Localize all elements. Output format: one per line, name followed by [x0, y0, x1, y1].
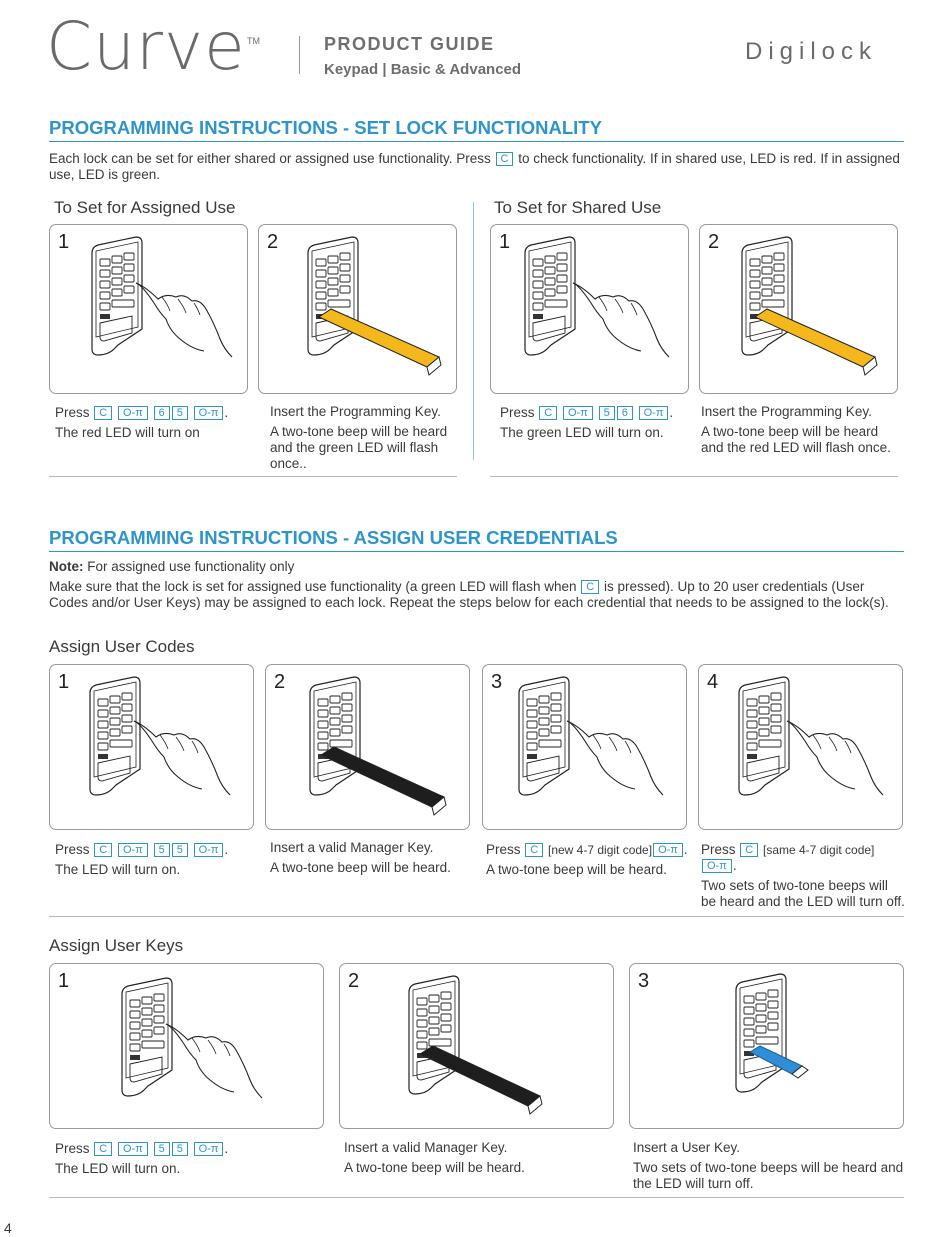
shared-step1-caption: Press C O-π 5 6 O-π . The green LED will turn on. [500, 405, 695, 445]
assign-user-codes-title: Assign User Codes [49, 637, 195, 656]
section-title-set-lock: PROGRAMMING INSTRUCTIONS - SET LOCK FUNCTIONALITY [49, 117, 904, 142]
press-label: Press [500, 405, 535, 420]
new-code-label: [new 4-7 digit code] [548, 843, 653, 857]
keys-step1-caption: Press C O-π 5 5 O-π . The LED will turn on. [55, 1141, 320, 1181]
keypad-press-illustration [483, 665, 687, 830]
key-c-icon: C [740, 843, 758, 857]
header-divider [299, 36, 300, 74]
step-number: 1 [58, 231, 70, 253]
codes-step2-line1: Insert a valid Manager Key. [270, 840, 434, 855]
assigned-step2-line1: Insert the Programming Key. [270, 404, 441, 419]
programming-key-illustration [259, 225, 457, 394]
codes-step1-caption: Press C O-π 5 5 O-π . The LED will turn on. [55, 842, 255, 882]
codes-step1-card [49, 664, 254, 830]
step-number: 1 [499, 231, 511, 253]
assigned-step1-result: The red LED will turn on [55, 425, 200, 440]
key-5-icon: 5 [599, 406, 615, 420]
key-6-icon: 6 [154, 406, 170, 420]
user-key-illustration [630, 964, 904, 1129]
shared-step2-line1: Insert the Programming Key. [701, 404, 872, 419]
shared-step2-line2: A two-tone beep will be heard and the red LED will flash once. [701, 424, 891, 455]
shared-step1-card [490, 224, 689, 394]
column-divider [473, 202, 474, 460]
step-number: 4 [707, 671, 719, 693]
key-c-icon: C [496, 152, 514, 166]
divider [490, 476, 898, 477]
shared-use-title: To Set for Shared Use [494, 198, 662, 217]
key-icon: O-π [118, 1142, 148, 1156]
step-number: 2 [708, 231, 720, 253]
key-5-icon: 5 [172, 406, 188, 420]
assigned-step1-card [49, 224, 248, 394]
intro-text-a: Make sure that the lock is set for assigned use functionality (a green LED will flash when [49, 579, 577, 594]
key-c-icon: C [94, 406, 112, 420]
codes-step4-card [698, 664, 903, 830]
step-number: 3 [491, 671, 503, 693]
key-icon: O-π [194, 406, 224, 420]
codes-step3-card [482, 664, 687, 830]
key-5-icon: 5 [172, 1142, 188, 1156]
keys-step3-card [629, 963, 904, 1129]
assigned-step1-caption: Press C O-π 6 5 O-π . The red LED will turn on [55, 405, 250, 445]
same-code-label: [same 4-7 digit code] [763, 843, 875, 857]
section-title-assign-credentials: PROGRAMMING INSTRUCTIONS - ASSIGN USER CREDENTIALS [49, 527, 904, 552]
codes-step1-result: The LED will turn on. [55, 862, 181, 877]
press-label: Press [55, 405, 90, 420]
section2-note [49, 559, 904, 575]
guide-title: PRODUCT GUIDE [324, 34, 495, 54]
keys-step3-caption [633, 1140, 905, 1196]
intro-text-b: to check functionality. If in shared use, LED is red. If in assigned use, LED is green. [49, 151, 900, 182]
section2-intro [49, 579, 904, 611]
codes-step2-line2: A two-tone beep will be heard. [270, 860, 451, 875]
keypad-press-illustration [50, 665, 254, 830]
press-label: Press [701, 842, 736, 857]
shared-step2-caption [701, 404, 904, 460]
digilock-logo: Digilock [745, 38, 878, 65]
assigned-step2-line2: A two-tone beep will be heard and the green LED will flash once.. [270, 424, 448, 471]
key-5-icon: 5 [154, 843, 170, 857]
press-label: Press [55, 1141, 90, 1156]
key-6-icon: 6 [617, 406, 633, 420]
keypad-press-illustration [699, 665, 903, 830]
divider [49, 916, 904, 917]
keys-step2-caption [344, 1140, 614, 1180]
keys-step3-line1: Insert a User Key. [633, 1140, 741, 1155]
note-label: Note: [49, 559, 84, 574]
shared-step1-result: The green LED will turn on. [500, 425, 664, 440]
keypad-press-illustration [50, 225, 248, 394]
keys-step2-line1: Insert a valid Manager Key. [344, 1140, 508, 1155]
keys-step3-line2: Two sets of two-tone beeps will be heard and the LED will turn off. [633, 1160, 904, 1191]
curve-logo: Curve [46, 8, 246, 85]
step-number: 2 [274, 671, 286, 693]
intro-text-a: Each lock can be set for either shared or assigned use functionality. Press [49, 151, 491, 166]
press-label: Press [486, 842, 521, 857]
intro-text-b: is pressed). Up to 20 user credentials (User Codes and/or User Keys) may be assigned to each lock. Repeat the steps below for each credential that needs to be assigned to the lock(s). [49, 579, 889, 610]
key-icon: O-π [563, 406, 593, 420]
step-number: 1 [58, 671, 70, 693]
codes-step3-caption: Press C [new 4-7 digit code] O-π . A two-tone beep will be heard. [486, 842, 691, 882]
key-icon: O-π [653, 843, 683, 857]
programming-key-illustration [700, 225, 898, 394]
key-icon: O-π [194, 1142, 224, 1156]
assigned-use-title: To Set for Assigned Use [54, 198, 236, 217]
key-c-icon: C [539, 406, 557, 420]
manager-key-illustration [340, 964, 614, 1129]
divider [49, 1197, 904, 1198]
codes-step4-result: Two sets of two-tone beeps will be heard and the LED will turn off. [701, 878, 905, 909]
key-c-icon: C [581, 580, 599, 594]
manager-key-illustration [266, 665, 470, 830]
keys-step1-card [49, 963, 324, 1129]
step-number: 1 [58, 970, 70, 992]
key-5-icon: 5 [154, 1142, 170, 1156]
codes-step2-caption [270, 840, 470, 880]
key-icon: O-π [118, 843, 148, 857]
codes-step3-result: A two-tone beep will be heard. [486, 862, 667, 877]
keypad-press-illustration [50, 964, 324, 1129]
keys-step2-card [339, 963, 614, 1129]
key-icon: O-π [702, 859, 732, 873]
keys-step1-result: The LED will turn on. [55, 1161, 181, 1176]
step-number: 2 [348, 970, 360, 992]
trademark-mark: TM [247, 36, 260, 46]
keypad-press-illustration [491, 225, 689, 394]
key-c-icon: C [525, 843, 543, 857]
codes-step4-caption: Press C [same 4-7 digit code]O-π . Two sets of two-tone beeps will be heard and the LED will turn off. [701, 842, 905, 909]
step-number: 2 [267, 231, 279, 253]
assigned-step2-caption [270, 404, 465, 476]
key-icon: O-π [639, 406, 669, 420]
page-header [0, 0, 950, 100]
assigned-step2-card [258, 224, 457, 394]
note-text: For assigned use functionality only [87, 559, 295, 574]
divider [49, 476, 457, 477]
guide-subtitle: Keypad | Basic & Advanced [324, 61, 522, 78]
key-5-icon: 5 [172, 843, 188, 857]
keys-step2-line2: A two-tone beep will be heard. [344, 1160, 525, 1175]
key-icon: O-π [194, 843, 224, 857]
press-label: Press [55, 842, 90, 857]
step-number: 3 [638, 970, 650, 992]
codes-step2-card [265, 664, 470, 830]
page-number: 4 [4, 1220, 12, 1236]
key-c-icon: C [94, 843, 112, 857]
assign-user-keys-title: Assign User Keys [49, 936, 184, 955]
key-icon: O-π [118, 406, 148, 420]
section1-intro [49, 151, 904, 183]
key-c-icon: C [94, 1142, 112, 1156]
shared-step2-card [699, 224, 898, 394]
